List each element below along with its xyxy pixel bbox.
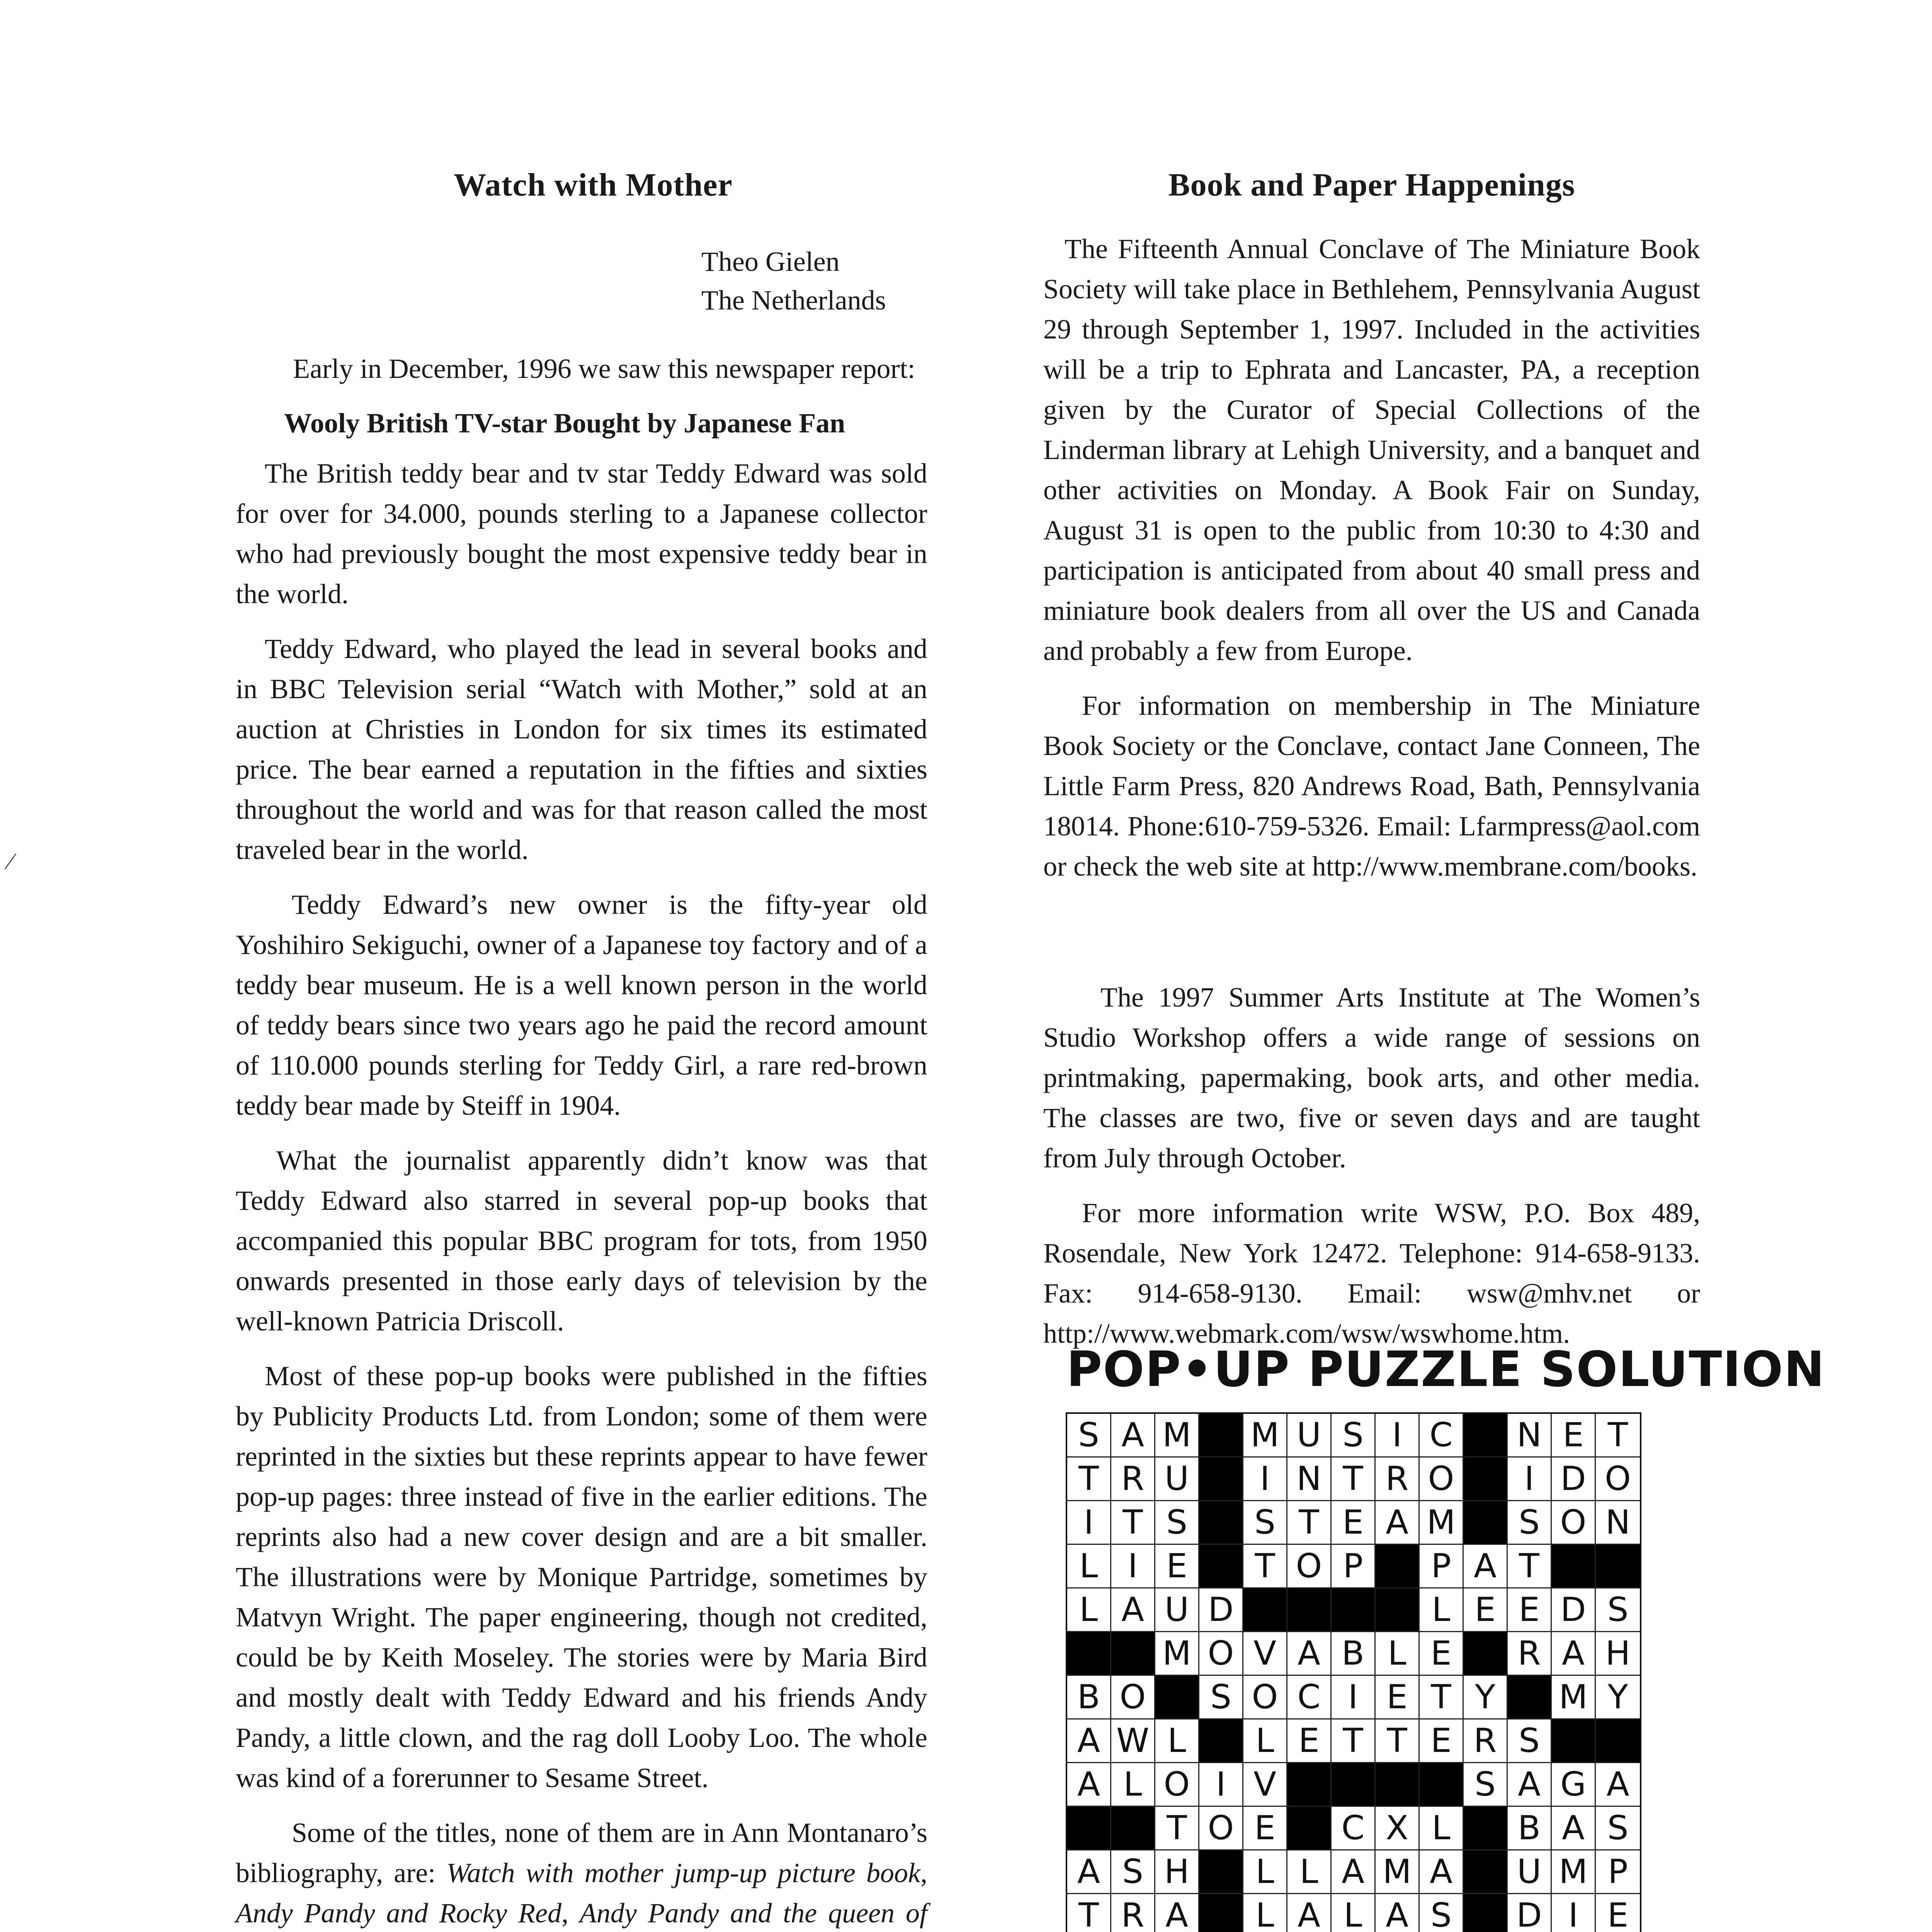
crossword-cell: Y xyxy=(1464,1676,1508,1719)
crossword-cell: N xyxy=(1287,1458,1332,1501)
crossword-cell: I xyxy=(1508,1458,1552,1501)
crossword-cell: I xyxy=(1243,1458,1287,1501)
crossword-cell: U xyxy=(1155,1588,1199,1632)
crossword-cell: A xyxy=(1552,1632,1596,1676)
crossword-cell: E xyxy=(1243,1807,1287,1850)
crossword-black-cell xyxy=(1464,1894,1508,1932)
author-location: The Netherlands xyxy=(701,285,886,316)
crossword-cell: E xyxy=(1287,1719,1332,1763)
crossword-black-cell xyxy=(1420,1763,1464,1807)
crossword-black-cell xyxy=(1199,1414,1243,1458)
paragraph-1: The British teddy bear and tv star Teddy Edward was sold for over for 34.000, pounds sterling to a Japanese collector who had previously bought the most expensive teddy bear in the world. xyxy=(236,458,927,609)
crossword-cell: I xyxy=(1199,1763,1243,1807)
margin-mark: ⁄ xyxy=(9,849,13,874)
crossword-black-cell xyxy=(1243,1588,1287,1632)
crossword-cell: A xyxy=(1067,1850,1111,1894)
crossword-cell: D xyxy=(1552,1588,1596,1632)
crossword-cell: C xyxy=(1287,1676,1332,1719)
crossword-black-cell xyxy=(1199,1719,1243,1763)
paragraph-5: Most of these pop-up books were published in the fifties by Publicity Products Ltd. from London; some of them were reprinted in the sixties but these reprints appear to have fewer pop-up pages: three instead of five in the earlier editions. The reprints also had a new cover design and are a bit smaller. The illustrations were by Monique Partridge, sometimes by Matvyn Wright. The paper engineering, though not credited, could be by Keith Moseley. The stories were by Maria Bird and mostly dealt with Teddy Edward and his friends Andy Pandy, a little clown, and the rag doll Looby Loo. The whole was kind of a forerunner to Sesame Street. xyxy=(236,1361,927,1793)
byline xyxy=(701,242,927,320)
wsw-contact-paragraph: For more information write WSW, P.O. Box 489, Rosendale, New York 12472. Telephone: 914-658-9133. Fax: 914-658-9130. Email: wsw@mhv.net or http://www.webmark.com/wsw/wswhome.htm. xyxy=(1043,1197,1700,1349)
crossword-cell: X xyxy=(1376,1807,1420,1850)
crossword-cell: U xyxy=(1155,1458,1199,1501)
crossword-cell: A xyxy=(1464,1545,1508,1588)
crossword-cell: I xyxy=(1332,1676,1376,1719)
crossword-cell: R xyxy=(1508,1632,1552,1676)
crossword-cell: T xyxy=(1332,1719,1376,1763)
crossword-cell: A xyxy=(1111,1414,1155,1458)
crossword-black-cell xyxy=(1376,1763,1420,1807)
crossword-cell: L xyxy=(1287,1850,1332,1894)
crossword-cell: L xyxy=(1420,1588,1464,1632)
crossword-cell: I xyxy=(1376,1414,1420,1458)
crossword-cell: T xyxy=(1287,1501,1332,1545)
crossword-cell: M xyxy=(1243,1414,1287,1458)
crossword-cell: O xyxy=(1111,1676,1155,1719)
crossword-cell: A xyxy=(1332,1850,1376,1894)
crossword-cell: T xyxy=(1243,1545,1287,1588)
book-title-1: Watch with mother jump-up picture book xyxy=(446,1857,920,1888)
crossword-black-cell xyxy=(1332,1763,1376,1807)
crossword-cell: B xyxy=(1067,1676,1111,1719)
crossword-cell: M xyxy=(1552,1850,1596,1894)
crossword-cell: L xyxy=(1243,1850,1287,1894)
crossword-cell: D xyxy=(1199,1588,1243,1632)
crossword-black-cell xyxy=(1155,1676,1199,1719)
crossword-cell: U xyxy=(1508,1850,1552,1894)
crossword-cell: U xyxy=(1287,1414,1332,1458)
crossword-cell: E xyxy=(1155,1545,1199,1588)
crossword-black-cell xyxy=(1464,1458,1508,1501)
crossword-cell: S xyxy=(1067,1414,1111,1458)
book-title-3: Andy Pandy and the queen of xyxy=(579,1898,927,1929)
crossword-cell: S xyxy=(1111,1850,1155,1894)
membership-paragraph: For information on membership in The Miniature Book Society or the Conclave, contact Jane Conneen, The Little Farm Press, 820 Andrews Road, Bath, Pennsylvania 18014. Phone:610-759-5326. Email: Lfarmpress@aol.com or check the web site at http://www.membrane.com/books. xyxy=(1043,690,1700,882)
crossword-cell: D xyxy=(1552,1458,1596,1501)
crossword-cell: A xyxy=(1287,1632,1332,1676)
crossword-cell: I xyxy=(1552,1894,1596,1932)
crossword-cell: O xyxy=(1420,1458,1464,1501)
crossword-cell: O xyxy=(1155,1763,1199,1807)
crossword-cell: L xyxy=(1332,1894,1376,1932)
crossword-cell: A xyxy=(1552,1807,1596,1850)
crossword-cell: L xyxy=(1111,1763,1155,1807)
crossword-cell: C xyxy=(1332,1807,1376,1850)
crossword-cell: S xyxy=(1596,1807,1640,1850)
crossword-cell: L xyxy=(1420,1807,1464,1850)
crossword-cell: H xyxy=(1596,1632,1640,1676)
crossword-cell: A xyxy=(1508,1763,1552,1807)
crossword-cell: A xyxy=(1420,1850,1464,1894)
crossword-cell: N xyxy=(1596,1501,1640,1545)
article-title: Watch with Mother xyxy=(454,167,733,203)
book-title-2: Andy Pandy and Rocky Red xyxy=(236,1898,562,1929)
crossword-cell: S xyxy=(1155,1501,1199,1545)
crossword-cell: E xyxy=(1464,1588,1508,1632)
crossword-black-cell xyxy=(1199,1850,1243,1894)
crossword-cell: M xyxy=(1552,1676,1596,1719)
crossword-cell: A xyxy=(1111,1588,1155,1632)
crossword-cell: R xyxy=(1111,1458,1155,1501)
crossword-cell: H xyxy=(1155,1850,1199,1894)
crossword-black-cell xyxy=(1111,1632,1155,1676)
crossword-cell: P xyxy=(1596,1850,1640,1894)
crossword-cell: E xyxy=(1552,1414,1596,1458)
crossword-cell: E xyxy=(1420,1719,1464,1763)
crossword-cell: T xyxy=(1508,1545,1552,1588)
crossword-cell: R xyxy=(1376,1458,1420,1501)
crossword-black-cell xyxy=(1464,1850,1508,1894)
crossword-black-cell xyxy=(1376,1588,1420,1632)
crossword-cell: T xyxy=(1420,1676,1464,1719)
crossword-cell: T xyxy=(1155,1807,1199,1850)
crossword-cell: T xyxy=(1067,1894,1111,1932)
crossword-cell: L xyxy=(1376,1632,1420,1676)
crossword-black-cell xyxy=(1067,1807,1111,1850)
crossword-cell: C xyxy=(1420,1414,1464,1458)
crossword-cell: M xyxy=(1155,1632,1199,1676)
crossword-cell: L xyxy=(1155,1719,1199,1763)
crossword-cell: S xyxy=(1243,1501,1287,1545)
crossword-grid xyxy=(1066,1412,1641,1932)
crossword-cell: G xyxy=(1552,1763,1596,1807)
crossword-cell: R xyxy=(1464,1719,1508,1763)
crossword-cell: B xyxy=(1332,1632,1376,1676)
summer-arts-paragraph: The 1997 Summer Arts Institute at The Women’s Studio Workshop offers a wide range of sessions on printmaking, papermaking, book arts, and other media. The classes are two, five or seven days and are taught from July through October. xyxy=(1043,982,1700,1173)
crossword-cell: E xyxy=(1376,1676,1420,1719)
crossword-cell: B xyxy=(1508,1807,1552,1850)
crossword-cell: A xyxy=(1287,1894,1332,1932)
news-headline: Wooly British TV-star Bought by Japanese Fan xyxy=(284,408,845,439)
crossword-cell: E xyxy=(1508,1588,1552,1632)
crossword-cell: I xyxy=(1067,1501,1111,1545)
conclave-paragraph: The Fifteenth Annual Conclave of The Miniature Book Society will take place in Bethlehem, Pennsylvania August 29 through September 1, 1997. Included in the activities will be a trip to Ephrata and Lancaster, PA, a reception given by the Curator of Special Collections of the Linderman library at Lehigh University, and a banquet and other activities on Monday. A Book Fair on Sunday, August 31 is open to the public from 10:30 to 4:30 and participation is anticipated from about 40 small press and miniature book dealers from all over the US and Canada and probably a few from Europe. xyxy=(1043,233,1700,666)
crossword-black-cell xyxy=(1464,1414,1508,1458)
crossword-cell: O xyxy=(1596,1458,1640,1501)
crossword-cell: P xyxy=(1420,1545,1464,1588)
crossword-cell: L xyxy=(1067,1588,1111,1632)
crossword-cell: T xyxy=(1111,1501,1155,1545)
crossword-black-cell xyxy=(1287,1807,1332,1850)
crossword-cell: P xyxy=(1332,1545,1376,1588)
crossword-cell: L xyxy=(1067,1545,1111,1588)
crossword-cell: T xyxy=(1376,1719,1420,1763)
crossword-black-cell xyxy=(1199,1894,1243,1932)
crossword-black-cell xyxy=(1067,1632,1111,1676)
crossword-black-cell xyxy=(1111,1807,1155,1850)
article-title: Book and Paper Happenings xyxy=(1168,167,1575,203)
crossword-cell: S xyxy=(1420,1894,1464,1932)
paragraph-titles: Some of the titles, none of them are in Ann Montanaro’s bibliography, are: Watch with mother jump-up picture book, Andy Pandy and Rocky Red, Andy Pandy and the queen of xyxy=(236,1813,927,1932)
crossword-cell: S xyxy=(1508,1501,1552,1545)
paragraph-2: Teddy Edward, who played the lead in several books and in BBC Television serial “Watch with Mother,” sold at an auction at Christies in London for six times its estimated price. The bear earned a reputation in the fifties and sixties throughout the world and was for that reason called the most traveled bear in the world. xyxy=(236,633,927,865)
crossword-cell: E xyxy=(1420,1632,1464,1676)
crossword-black-cell xyxy=(1508,1676,1552,1719)
crossword-black-cell xyxy=(1199,1545,1243,1588)
crossword-cell: D xyxy=(1508,1894,1552,1932)
article-book-and-paper-happenings xyxy=(1043,166,1700,1354)
intro-paragraph: Early in December, 1996 we saw this newspaper report: xyxy=(293,353,915,384)
crossword-cell: O xyxy=(1552,1501,1596,1545)
crossword-cell: A xyxy=(1596,1763,1640,1807)
crossword-black-cell xyxy=(1287,1588,1332,1632)
crossword-black-cell xyxy=(1552,1719,1596,1763)
crossword-cell: S xyxy=(1464,1763,1508,1807)
crossword-black-cell xyxy=(1464,1632,1508,1676)
crossword-black-cell xyxy=(1332,1588,1376,1632)
crossword-black-cell xyxy=(1464,1501,1508,1545)
crossword-black-cell xyxy=(1596,1719,1640,1763)
crossword-cell: O xyxy=(1287,1545,1332,1588)
crossword-cell: M xyxy=(1155,1414,1199,1458)
crossword-cell: N xyxy=(1508,1414,1552,1458)
crossword-cell: M xyxy=(1420,1501,1464,1545)
crossword-cell: O xyxy=(1199,1807,1243,1850)
crossword-cell: O xyxy=(1243,1676,1287,1719)
crossword-cell: L xyxy=(1243,1894,1287,1932)
crossword-cell: A xyxy=(1376,1501,1420,1545)
crossword-black-cell xyxy=(1596,1545,1640,1588)
puzzle-title: POP•UP PUZZLE SOLUTION xyxy=(1066,1341,1825,1398)
crossword-cell: T xyxy=(1596,1414,1640,1458)
author-name: Theo Gielen xyxy=(701,246,840,277)
crossword-cell: W xyxy=(1111,1719,1155,1763)
crossword-black-cell xyxy=(1552,1545,1596,1588)
paragraph-3: Teddy Edward’s new owner is the fifty-year old Yoshihiro Sekiguchi, owner of a Japanese toy factory and of a teddy bear museum. He is a well known person in the world of teddy bears since two years ago he paid the record amount of 110.000 pounds sterling for Teddy Girl, a rare red-brown teddy bear made by Steiff in 1904. xyxy=(236,889,927,1121)
crossword-cell: S xyxy=(1332,1414,1376,1458)
crossword-cell: I xyxy=(1111,1545,1155,1588)
crossword-cell: A xyxy=(1376,1894,1420,1932)
crossword-cell: R xyxy=(1111,1894,1155,1932)
crossword-cell: Y xyxy=(1596,1676,1640,1719)
crossword-black-cell xyxy=(1287,1763,1332,1807)
crossword-black-cell xyxy=(1199,1458,1243,1501)
crossword-cell: T xyxy=(1332,1458,1376,1501)
crossword-cell: O xyxy=(1199,1632,1243,1676)
crossword-cell: E xyxy=(1332,1501,1376,1545)
crossword-cell: M xyxy=(1376,1850,1420,1894)
crossword-cell: S xyxy=(1596,1588,1640,1632)
crossword-black-cell xyxy=(1376,1545,1420,1588)
titles-intro: Some of the titles, none of them are in Ann Montanaro’s bibliography, are: xyxy=(236,1817,927,1888)
crossword-black-cell xyxy=(1464,1807,1508,1850)
crossword-cell: V xyxy=(1243,1763,1287,1807)
paragraph-4: What the journalist apparently didn’t know was that Teddy Edward also starred in several pop-up books that accompanied this popular BBC program for tots, from 1950 onwards presented in those early days of television by the well-known Patricia Driscoll. xyxy=(236,1145,927,1337)
crossword-cell: V xyxy=(1243,1632,1287,1676)
article-watch-with-mother xyxy=(236,166,927,1932)
crossword-cell: E xyxy=(1596,1894,1640,1932)
crossword-cell: S xyxy=(1199,1676,1243,1719)
crossword-cell: S xyxy=(1508,1719,1552,1763)
crossword-cell: A xyxy=(1067,1763,1111,1807)
crossword-cell: A xyxy=(1155,1894,1199,1932)
crossword-cell: T xyxy=(1067,1458,1111,1501)
crossword-cell: L xyxy=(1243,1719,1287,1763)
crossword-cell: A xyxy=(1067,1719,1111,1763)
crossword-black-cell xyxy=(1199,1501,1243,1545)
